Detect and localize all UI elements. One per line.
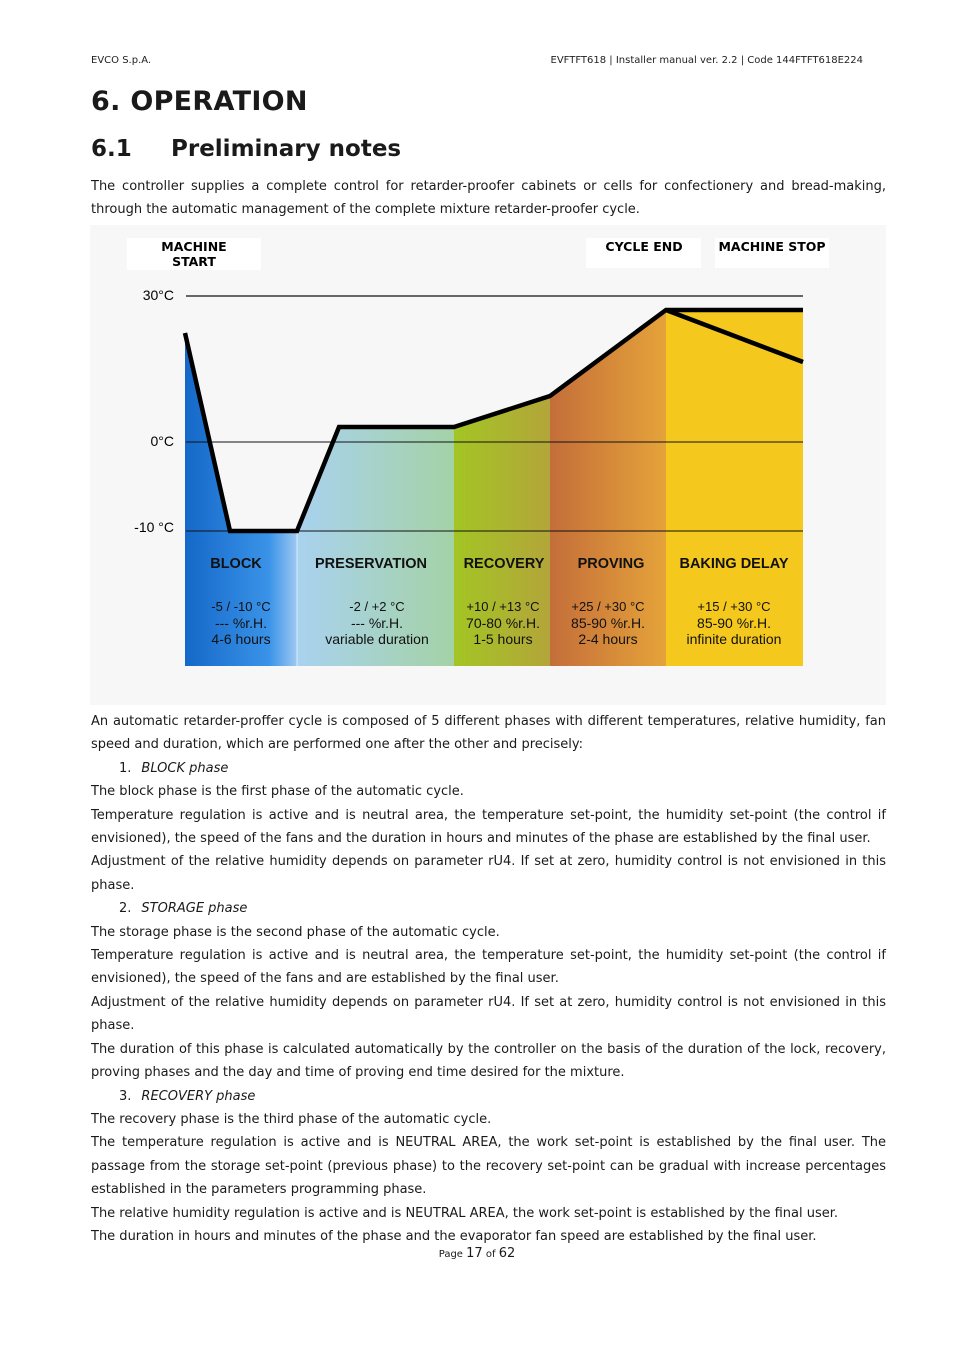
phase-recovery-duration: 1-5 hours bbox=[473, 631, 533, 647]
header-document-info: EVFTFT618 | Installer manual ver. 2.2 | Code 144FTFT618E224 bbox=[550, 55, 863, 66]
paragraph: Temperature regulation is active and is neutral area, the temperature set-point, the humidity set-point (the control if envisioned), the speed of the fans and are established by the final user. bbox=[91, 948, 886, 987]
paragraph: The recovery phase is the third phase of the automatic cycle. bbox=[91, 1111, 492, 1127]
paragraph: Adjustment of the relative humidity depends on parameter rU4. If set at zero, humidity control is not envisioned in this phase. bbox=[91, 994, 886, 1034]
paragraph: The relative humidity regulation is active and is NEUTRAL AREA, the work set-point is established by the final user. bbox=[91, 1205, 839, 1221]
page-word: Page bbox=[438, 1249, 463, 1260]
phase-preservation-duration: variable duration bbox=[325, 631, 429, 647]
phase-preservation-temp: -2 / +2 °C bbox=[349, 599, 405, 614]
phase-baking-delay-duration: infinite duration bbox=[686, 631, 782, 647]
phase-baking-delay-temp: +15 / +30 °C bbox=[697, 599, 771, 614]
subsection-number: 6.1 bbox=[91, 136, 132, 162]
page-total: 62 bbox=[498, 1246, 516, 1261]
list-item-recovery-phase bbox=[91, 1085, 886, 1108]
machine-stop-label: MACHINE STOP bbox=[718, 239, 826, 254]
phase-proving-temp: +25 / +30 °C bbox=[571, 599, 645, 614]
subsection-label: Preliminary notes bbox=[171, 136, 402, 162]
phase-block-name: BLOCK bbox=[210, 556, 262, 572]
of-word: of bbox=[485, 1249, 496, 1260]
phase-proving-name: PROVING bbox=[577, 556, 645, 572]
intro-paragraph: The controller supplies a complete control for retarder-proofer cabinets or cells for confectionery and bread-making, through the automatic management of the complete mixture retarder-proofer cycle. bbox=[91, 179, 886, 218]
list-number: 1. bbox=[119, 760, 132, 776]
phase-recovery-humidity: 70-80 %r.H. bbox=[466, 615, 540, 631]
list-label: RECOVERY phase bbox=[141, 1088, 256, 1104]
phase-recovery-name: RECOVERY bbox=[463, 556, 545, 572]
tick-minus10c: -10 °C bbox=[134, 519, 174, 535]
paragraph: The duration of this phase is calculated automatically by the controller on the basis of the duration of the lock, recovery, proving phases and the day and time of proving end time desired for the mixture. bbox=[91, 1041, 886, 1081]
body-text bbox=[91, 710, 886, 1248]
phase-block-temp: -5 / -10 °C bbox=[211, 599, 271, 614]
paragraph: An automatic retarder-proffer cycle is composed of 5 different phases with different temperatures, relative humidity, fan speed and duration, which are performed one after the other and precisely: bbox=[91, 714, 886, 753]
paragraph: The block phase is the first phase of the automatic cycle. bbox=[91, 784, 464, 800]
section-title: 6. OPERATION bbox=[91, 86, 308, 117]
tick-0c: 0°C bbox=[150, 433, 174, 449]
list-label: STORAGE phase bbox=[141, 901, 248, 917]
page-number: 17 bbox=[466, 1246, 483, 1261]
tick-30c: 30°C bbox=[142, 287, 174, 303]
paragraph: The temperature regulation is active and is NEUTRAL AREA, the work set-point is established by the final user. The passage from the storage set-point (previous phase) to the recovery set-point can be gradual with increase percentages established in the parameters programming phase. bbox=[91, 1135, 886, 1198]
phase-block-duration: 4-6 hours bbox=[211, 631, 271, 647]
list-number: 2. bbox=[119, 901, 132, 917]
phase-block-humidity: --- %r.H. bbox=[214, 615, 268, 631]
machine-start-label-1: MACHINE bbox=[161, 239, 227, 254]
list-label: BLOCK phase bbox=[141, 760, 229, 776]
list-item-block-phase bbox=[91, 757, 886, 780]
page-footer bbox=[0, 1246, 954, 1261]
paragraph: The duration in hours and minutes of the phase and the evaporator fan speed are established by the final user. bbox=[91, 1228, 817, 1244]
subsection-title bbox=[91, 136, 401, 162]
phase-proving-humidity: 85-90 %r.H. bbox=[571, 615, 645, 631]
list-number: 3. bbox=[119, 1088, 132, 1104]
cycle-diagram bbox=[90, 225, 886, 705]
paragraph: The storage phase is the second phase of the automatic cycle. bbox=[91, 924, 500, 940]
phase-recovery-temp: +10 / +13 °C bbox=[466, 599, 540, 614]
cycle-diagram-svg bbox=[90, 225, 886, 705]
phase-preservation-humidity: --- %r.H. bbox=[350, 615, 404, 631]
phase-proving-duration: 2-4 hours bbox=[578, 631, 638, 647]
header-company: EVCO S.p.A. bbox=[91, 55, 152, 66]
cycle-end-label: CYCLE END bbox=[605, 239, 683, 254]
phase-baking-delay-name: BAKING DELAY bbox=[679, 556, 789, 572]
phase-preservation-name: PRESERVATION bbox=[315, 556, 427, 572]
machine-start-label-2: START bbox=[172, 254, 216, 269]
paragraph: Temperature regulation is active and is neutral area, the temperature set-point, the humidity set-point (the control if envisioned), the speed of the fans and the duration in hours and minutes of the phase are established by the final user. bbox=[91, 807, 886, 847]
phase-baking-delay-humidity: 85-90 %r.H. bbox=[697, 615, 771, 631]
list-item-storage-phase bbox=[91, 897, 886, 920]
paragraph: Adjustment of the relative humidity depends on parameter rU4. If set at zero, humidity control is not envisioned in this phase. bbox=[91, 854, 886, 893]
